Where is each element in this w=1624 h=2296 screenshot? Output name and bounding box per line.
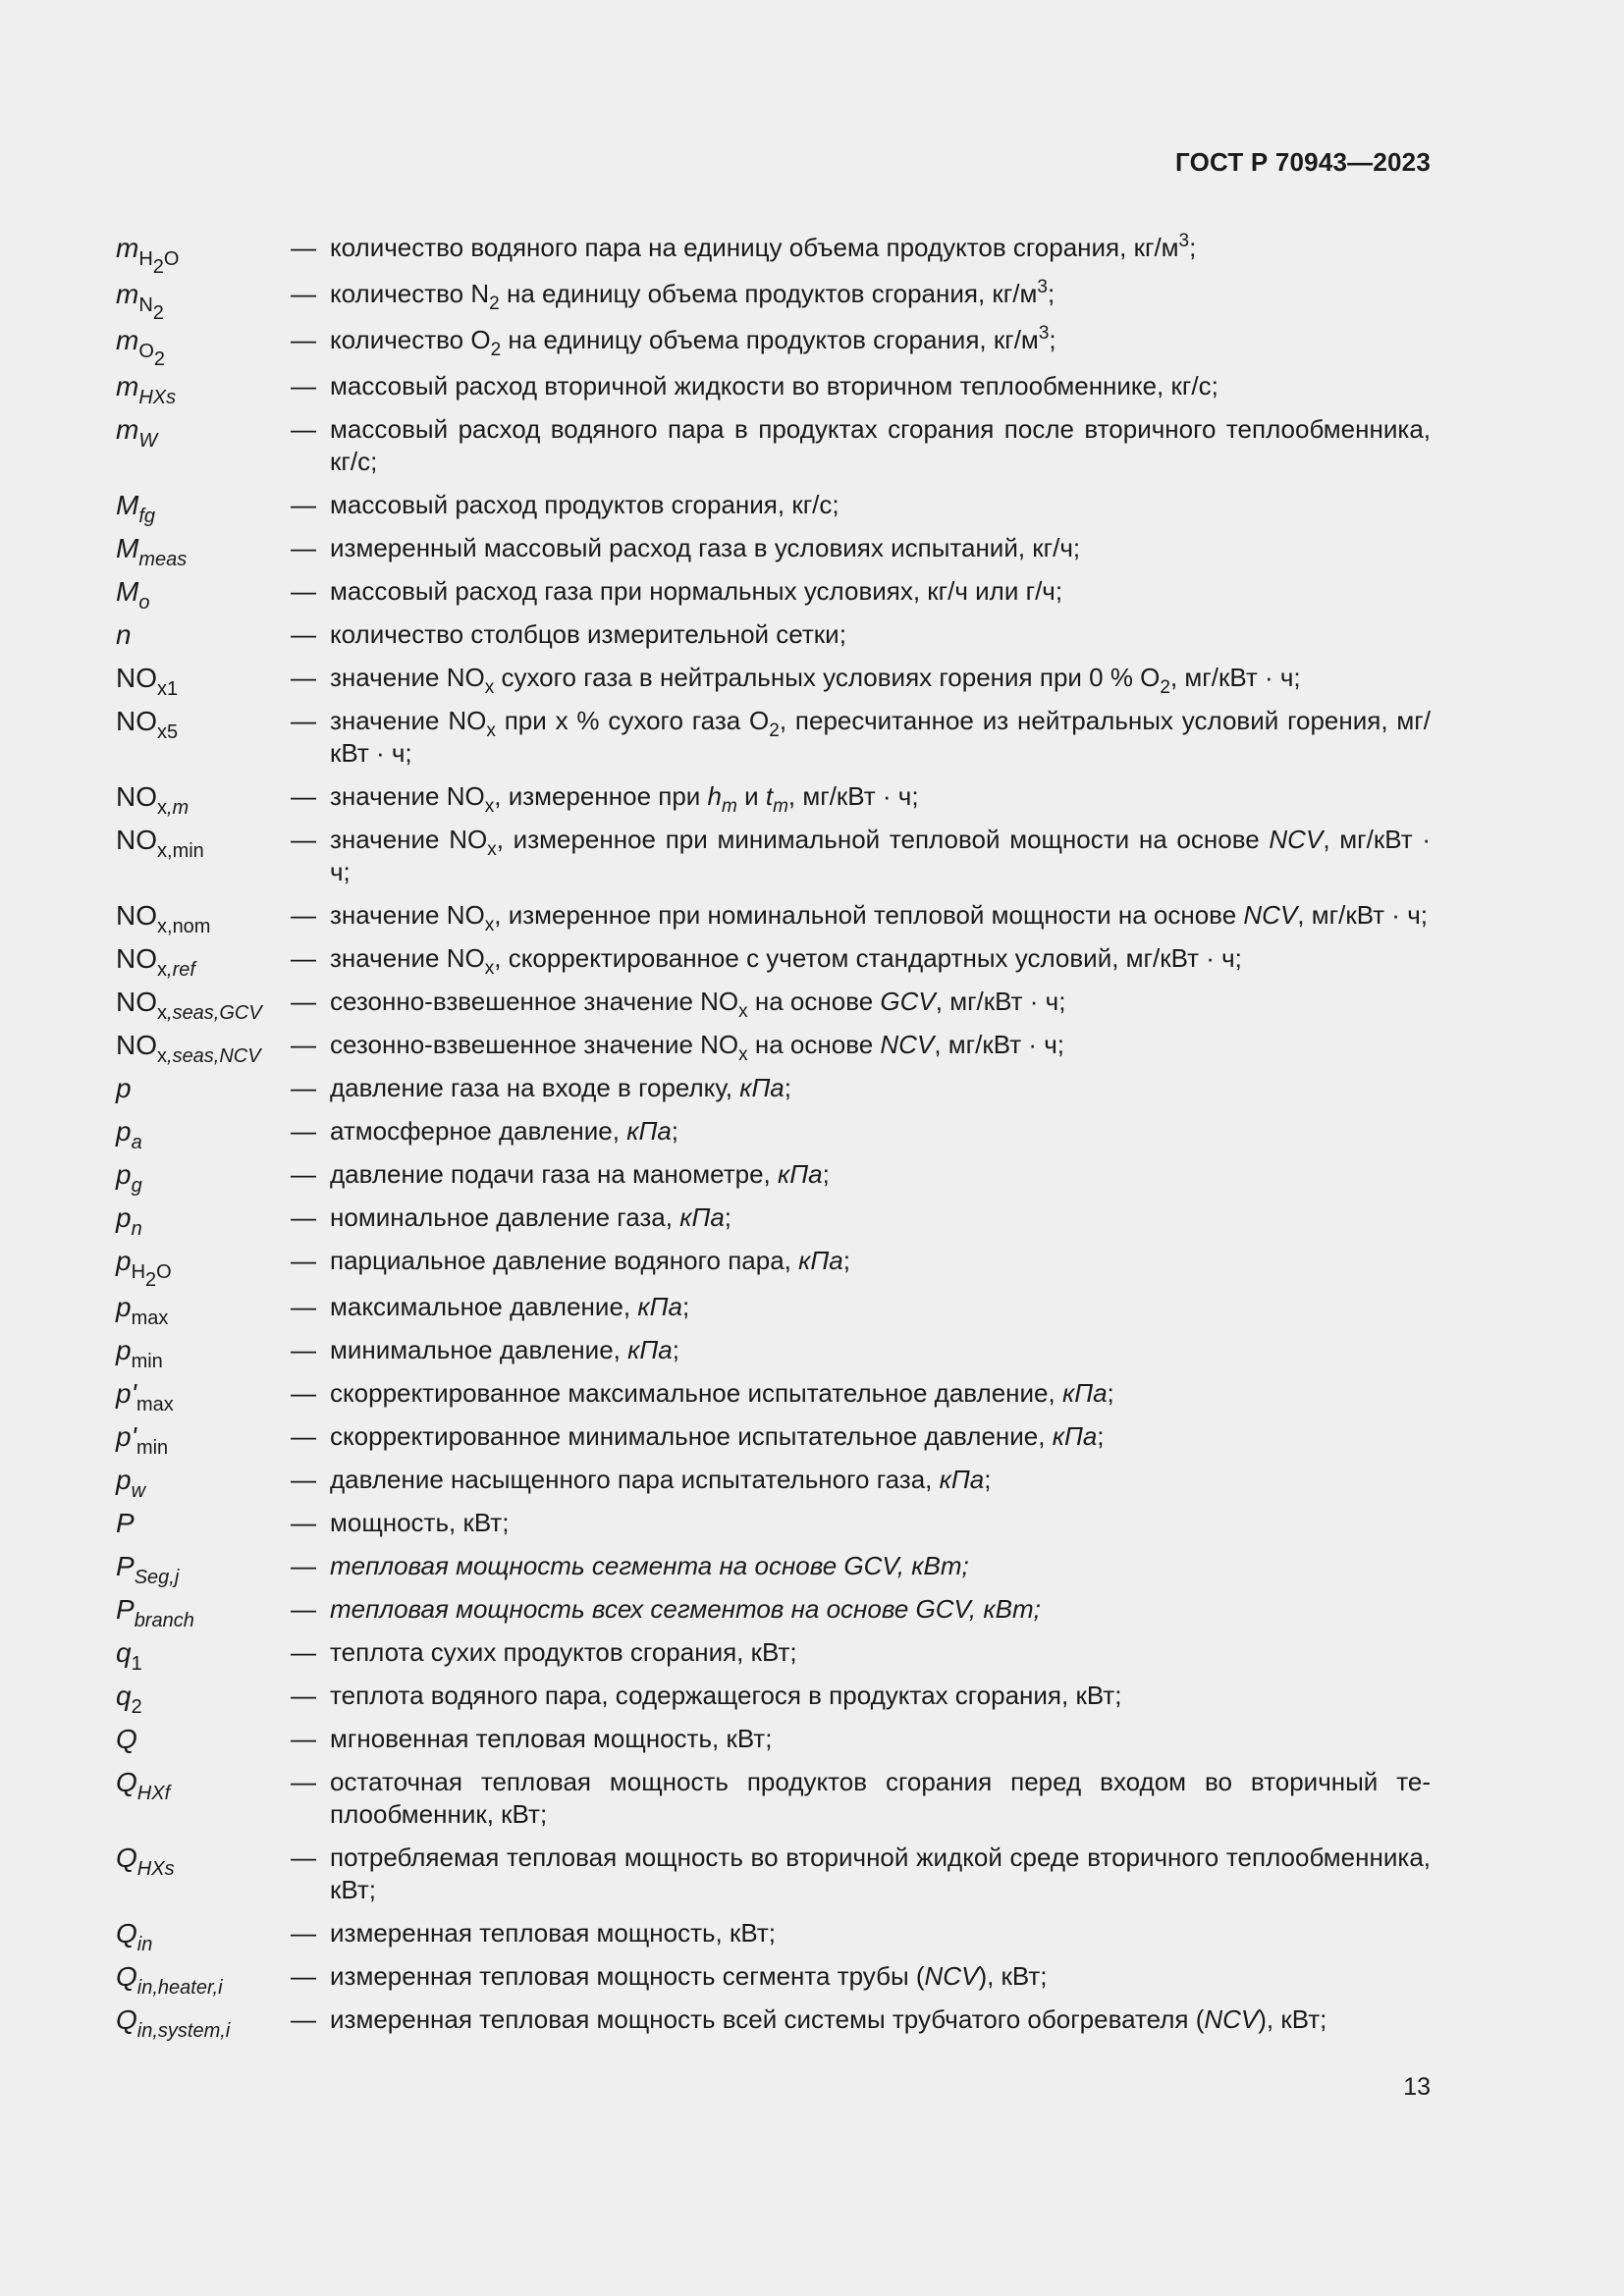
- definition-row: $NO_{x,seas,NCV}$ — сезонно-взвешенное значение $NO_x$ на основе NCV, мг/кВт · ч;: [116, 1029, 1431, 1061]
- symbol: n: [116, 619, 132, 650]
- definition-row: $Q_{HXs}$ — потребляемая тепловая мощность во вторичной жидкой среде вторичного теплообменника, кВт;: [116, 1842, 1431, 1904]
- definition-row: $NO_{x5}$ — значение $NO_x$ при x % сухого газа $O_2$, пересчитанное из нейтральных условий горения, мг/кВт · ч;: [116, 706, 1431, 768]
- definition-text: номинальное давление газа, кПа;: [330, 1202, 732, 1232]
- definition-text: скорректированное максимальное испытательное давление, кПа;: [330, 1378, 1114, 1408]
- definition-text: массовый расход водяного пара в продуктах сгорания после вторичного теплообменника, кг/с;: [330, 414, 1431, 476]
- definition-text: массовый расход вторичной жидкости во вторичном теплообменнике, кг/с;: [330, 371, 1218, 400]
- definition-text: значение $NO_x$, скорректированное с учетом стандартных условий, мг/кВт · ч;: [330, 943, 1242, 979]
- definition-row: Q — мгновенная тепловая мощность, кВт;: [116, 1723, 1431, 1755]
- definition-text: тепловая мощность всех сегментов на основе GCV, кВт;: [330, 1594, 1041, 1624]
- definition-text: теплота водяного пара, содержащегося в продуктах сгорания, кВт;: [330, 1681, 1122, 1710]
- symbol: $M_{fg}$: [116, 490, 156, 527]
- symbol: $NO_{x,ref}$: [116, 943, 195, 981]
- definition-row: $p_{max}$ — максимальное давление, кПа;: [116, 1291, 1431, 1323]
- definition-text: давление подачи газа на манометре, кПа;: [330, 1159, 830, 1189]
- symbol: $m_{O_2}$: [116, 325, 166, 370]
- symbol: $q_1$: [116, 1637, 142, 1675]
- symbol: $NO_{x,seas,NCV}$: [116, 1030, 261, 1067]
- definition-text: измеренная тепловая мощность сегмента трубы (NCV), кВт;: [330, 1961, 1048, 1991]
- definition-text: измеренная тепловая мощность, кВт;: [330, 1918, 776, 1948]
- symbol: $Q_{HXf}$: [116, 1767, 171, 1804]
- symbol: $p_g$: [116, 1159, 142, 1197]
- definition-text: мощность, кВт;: [330, 1508, 510, 1537]
- symbol: $Q_{in,system,i}$: [116, 2004, 231, 2042]
- definition-text: значение $NO_x$ сухого газа в нейтральных условиях горения при 0 % $O_2$, мг/кВт · ч;: [330, 663, 1301, 698]
- symbol: $p_{max}$: [116, 1292, 169, 1329]
- definition-row: $p'_{min}$ — скорректированное минимальное испытательное давление, кПа;: [116, 1420, 1431, 1453]
- definition-row: P — мощность, кВт;: [116, 1507, 1431, 1539]
- definition-row: $NO_{x,nom}$ — значение $NO_x$, измеренное при номинальной тепловой мощности на основе NCV, мг/кВт · ч;: [116, 899, 1431, 932]
- definition-row: $NO_{x,m}$ — значение $NO_x$, измеренное при $h_m$ и $t_m$, мг/кВт · ч;: [116, 780, 1431, 813]
- symbol: $Q_{HXs}$: [116, 1842, 175, 1880]
- symbol: $m_{HXs}$: [116, 371, 177, 408]
- definition-row: $Q_{in}$ — измеренная тепловая мощность, кВт;: [116, 1917, 1431, 1949]
- symbol: $NO_{x5}$: [116, 706, 179, 743]
- definition-text: измеренный массовый расход газа в условиях испытаний, кг/ч;: [330, 533, 1081, 562]
- definition-row: $M_{meas}$ — измеренный массовый расход газа в условиях испытаний, кг/ч;: [116, 532, 1431, 564]
- definition-row: $NO_{x1}$ — значение $NO_x$ сухого газа в нейтральных условиях горения при 0 % $O_2$, мг/кВт · ч;: [116, 662, 1431, 694]
- definition-row: $p_{min}$ — минимальное давление, кПа;: [116, 1334, 1431, 1366]
- symbol: $p'_{min}$: [116, 1421, 169, 1459]
- document-header: ГОСТ Р 70943—2023: [1175, 147, 1431, 177]
- definition-text: парциальное давление водяного пара, кПа;: [330, 1246, 850, 1275]
- definition-row: $m_{H_2O}$ — количество водяного пара на единицу объема продуктов сгорания, $кг/м^3$;: [116, 232, 1431, 267]
- definition-row: $m_{N_2}$ — количество $N_2$ на единицу объема продуктов сгорания, $кг/м^3$;: [116, 278, 1431, 313]
- symbol: $P_{Seg,j}$: [116, 1551, 180, 1588]
- definition-text: значение $NO_x$ при x % сухого газа $O_2$, пересчитанное из нейтральных условий горения, мг/кВт · ч;: [330, 706, 1431, 768]
- definition-row: $NO_{x,ref}$ — значение $NO_x$, скорректированное с учетом стандартных условий, мг/кВт · ч;: [116, 942, 1431, 975]
- symbol: p: [116, 1073, 132, 1103]
- symbol: Q: [116, 1724, 137, 1754]
- definition-row: $Q_{in,system,i}$ — измеренная тепловая мощность всей системы трубчатого обогревателя (NCV), кВт;: [116, 2003, 1431, 2036]
- symbol: $NO_{x,nom}$: [116, 900, 211, 937]
- definition-row: $Q_{HXf}$ — остаточная тепловая мощность продуктов сгорания перед входом во вторичный теплообменник, кВт;: [116, 1767, 1431, 1829]
- definition-text: скорректированное минимальное испытательное давление, кПа;: [330, 1421, 1105, 1451]
- definition-text: массовый расход газа при нормальных условиях, кг/ч или г/ч;: [330, 576, 1063, 606]
- symbol: $Q_{in,heater,i}$: [116, 1961, 223, 1999]
- symbol: $M_{meas}$: [116, 533, 188, 570]
- symbol: $m_{N_2}$: [116, 279, 164, 324]
- definition-text: количество столбцов измерительной сетки;: [330, 619, 846, 649]
- symbol: $q_2$: [116, 1681, 142, 1718]
- definition-row: $q_1$ — теплота сухих продуктов сгорания, кВт;: [116, 1636, 1431, 1669]
- symbol: $NO_{x1}$: [116, 663, 179, 700]
- definition-text: сезонно-взвешенное значение $NO_x$ на основе NCV, мг/кВт · ч;: [330, 1030, 1064, 1065]
- definition-text: тепловая мощность сегмента на основе GCV, кВт;: [330, 1551, 969, 1580]
- definition-text: атмосферное давление, кПа;: [330, 1116, 679, 1146]
- definition-row: $p_w$ — давление насыщенного пара испытательного газа, кПа;: [116, 1464, 1431, 1496]
- symbol: $p_a$: [116, 1116, 142, 1153]
- definition-row: $m_W$ — массовый расход водяного пара в продуктах сгорания после вторичного теплообменника, кг/с;: [116, 414, 1431, 476]
- definition-row: $Q_{in,heater,i}$ — измеренная тепловая мощность сегмента трубы (NCV), кВт;: [116, 1960, 1431, 1993]
- definition-row: $M_o$ — массовый расход газа при нормальных условиях, кг/ч или г/ч;: [116, 575, 1431, 608]
- symbol: $p_w$: [116, 1465, 146, 1502]
- definition-row: $NO_{x,min}$ — значение $NO_x$, измеренное при минимальной тепловой мощности на основе NCV, мг/кВт · ч;: [116, 825, 1431, 886]
- symbol: $p_n$: [116, 1202, 142, 1240]
- symbol: $m_{H_2O}$: [116, 233, 180, 278]
- page-number: 13: [1403, 2073, 1431, 2101]
- definition-text: давление газа на входе в горелку, кПа;: [330, 1073, 791, 1102]
- symbol: $P_{branch}$: [116, 1594, 194, 1631]
- symbol: $m_W$: [116, 414, 158, 452]
- definition-row: $m_{HXs}$ — массовый расход вторичной жидкости во вторичном теплообменнике, кг/с;: [116, 370, 1431, 402]
- definition-row: $P_{Seg,j}$ — тепловая мощность сегмента на основе GCV, кВт;: [116, 1550, 1431, 1582]
- symbol-definitions-list: [116, 232, 1431, 2047]
- definition-row: $M_{fg}$ — массовый расход продуктов сгорания, кг/с;: [116, 489, 1431, 521]
- definition-row: $p_a$ — атмосферное давление, кПа;: [116, 1115, 1431, 1148]
- definition-text: теплота сухих продуктов сгорания, кВт;: [330, 1637, 797, 1667]
- symbol: $NO_{x,min}$: [116, 825, 204, 862]
- definition-row: $m_{O_2}$ — количество $O_2$ на единицу объема продуктов сгорания, $кг/м^3$;: [116, 324, 1431, 359]
- definition-text: массовый расход продуктов сгорания, кг/с;: [330, 490, 839, 519]
- definition-text: максимальное давление, кПа;: [330, 1292, 690, 1321]
- symbol: $NO_{x,seas,GCV}$: [116, 987, 262, 1024]
- symbol: $p_{min}$: [116, 1335, 163, 1372]
- definition-text: количество $N_2$ на единицу объема продуктов сгорания, $кг/м^3$;: [330, 277, 1056, 314]
- definition-text: количество водяного пара на единицу объема продуктов сгорания, $кг/м^3$;: [330, 231, 1197, 262]
- definition-text: значение $NO_x$, измеренное при номинальной тепловой мощности на основе NCV, мг/кВт · ч;: [330, 900, 1428, 935]
- definition-text: минимальное давление, кПа;: [330, 1335, 679, 1364]
- definition-text: потребляемая тепловая мощность во вторичной жидкой среде вторичного теплообменника, кВт;: [330, 1842, 1431, 1904]
- definition-row: $P_{branch}$ — тепловая мощность всех сегментов на основе GCV, кВт;: [116, 1593, 1431, 1626]
- definition-text: остаточная тепловая мощность продуктов сгорания перед входом во вторичный теплообменник, кВт;: [330, 1767, 1431, 1829]
- symbol: $p_{H_2O}$: [116, 1246, 172, 1291]
- definition-text: значение $NO_x$, измеренное при $h_m$ и $t_m$, мг/кВт · ч;: [330, 781, 919, 817]
- definition-text: количество $O_2$ на единицу объема продуктов сгорания, $кг/м^3$;: [330, 323, 1056, 360]
- definition-row: p — давление газа на входе в горелку, кПа;: [116, 1072, 1431, 1104]
- definition-row: $p_n$ — номинальное давление газа, кПа;: [116, 1201, 1431, 1234]
- definition-row: $q_2$ — теплота водяного пара, содержащегося в продуктах сгорания, кВт;: [116, 1680, 1431, 1712]
- definition-row: $NO_{x,seas,GCV}$ — сезонно-взвешенное значение $NO_x$ на основе GCV, мг/кВт · ч;: [116, 986, 1431, 1018]
- definition-row: $p_g$ — давление подачи газа на манометре, кПа;: [116, 1158, 1431, 1191]
- symbol: $NO_{x,m}$: [116, 781, 189, 819]
- definition-text: давление насыщенного пара испытательного газа, кПа;: [330, 1465, 992, 1494]
- definition-row: n — количество столбцов измерительной сетки;: [116, 618, 1431, 651]
- symbol: $Q_{in}$: [116, 1918, 153, 1955]
- definition-text: значение $NO_x$, измеренное при минимальной тепловой мощности на основе NCV, мг/кВт · ч;: [330, 825, 1431, 886]
- symbol: P: [116, 1508, 135, 1538]
- definition-text: сезонно-взвешенное значение $NO_x$ на основе GCV, мг/кВт · ч;: [330, 987, 1066, 1022]
- definition-text: мгновенная тепловая мощность, кВт;: [330, 1724, 773, 1753]
- symbol: $M_o$: [116, 576, 150, 614]
- definition-row: $p'_{max}$ — скорректированное максимальное испытательное давление, кПа;: [116, 1377, 1431, 1410]
- definition-text: измеренная тепловая мощность всей системы трубчатого обогревателя (NCV), кВт;: [330, 2004, 1327, 2034]
- symbol: $p'_{max}$: [116, 1378, 174, 1415]
- definition-row: $p_{H_2O}$ — парциальное давление водяного пара, кПа;: [116, 1245, 1431, 1280]
